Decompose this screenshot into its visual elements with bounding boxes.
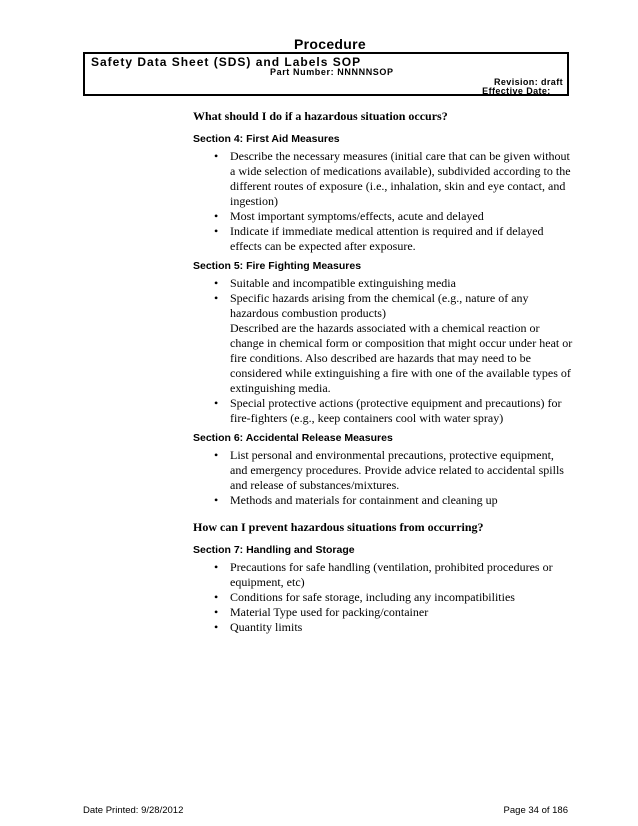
sop-title: Safety Data Sheet (SDS) and Labels SOP [91, 55, 362, 69]
effective-date: Effective Date: _ [482, 86, 559, 96]
list-item: • Most important symptoms/effects, acute and delayed [193, 209, 573, 224]
list-item-text: Specific hazards arising from the chemical (e.g., nature of any hazardous combustion products) [230, 291, 529, 320]
document-body [193, 109, 573, 641]
list-item: • List personal and environmental precautions, protective equipment, and emergency procedures. Provide advice related to accidental spills and release of substances/mixtures. [193, 448, 573, 493]
section-heading-handling-storage: Section 7: Handling and Storage [193, 544, 355, 556]
accidental-release-list [193, 448, 573, 508]
page-title: Procedure [294, 36, 366, 52]
list-item-note: Described are the hazards associated with a chemical reaction or change in chemical form or composition that might occur under heat or fire conditions. Also described are hazards that may need to be considered while extinguishing a fire with one of the available types of extinguishing media. [230, 321, 573, 395]
revision: Revision: draft [493, 77, 563, 87]
date-printed: Date Printed: 9/28/2012 [83, 805, 184, 816]
section-heading-accidental-release: Section 6: Accidental Release Measures [193, 432, 393, 444]
list-item: • Indicate if immediate medical attention is required and if delayed effects can be expected after exposure. [193, 224, 573, 254]
list-item: • Special protective actions (protective equipment and precautions) for fire-fighters (e.g., keep containers cool with water spray) [193, 396, 573, 426]
list-item: • Suitable and incompatible extinguishing media [193, 276, 573, 291]
list-item: • Describe the necessary measures (initial care that can be given without a wide selection of medications available), subdivided according to the different routes of exposure (i.e., inhalation, skin and eye contact, and ingestion) [193, 149, 573, 209]
question-hazard-occurs: What should I do if a hazardous situation occurs? [193, 109, 448, 123]
first-aid-list [193, 149, 573, 254]
list-item: • Conditions for safe storage, including any incompatibilities [193, 590, 573, 605]
part-number: Part Number: NNNNNSOP [270, 67, 394, 77]
fire-fighting-list [193, 276, 573, 426]
list-item: • Quantity limits [193, 620, 573, 635]
section-heading-first-aid: Section 4: First Aid Measures [193, 133, 340, 145]
document-header-box [83, 52, 569, 96]
list-item: • Precautions for safe handling (ventilation, prohibited procedures or equipment, etc) [193, 560, 573, 590]
list-item [193, 291, 573, 396]
list-item: • Methods and materials for containment and cleaning up [193, 493, 573, 508]
question-prevent-hazard: How can I prevent hazardous situations from occurring? [193, 520, 484, 534]
list-item: • Material Type used for packing/container [193, 605, 573, 620]
page-number: Page 34 of 186 [503, 805, 568, 816]
section-heading-fire-fighting: Section 5: Fire Fighting Measures [193, 260, 362, 272]
handling-storage-list [193, 560, 573, 635]
